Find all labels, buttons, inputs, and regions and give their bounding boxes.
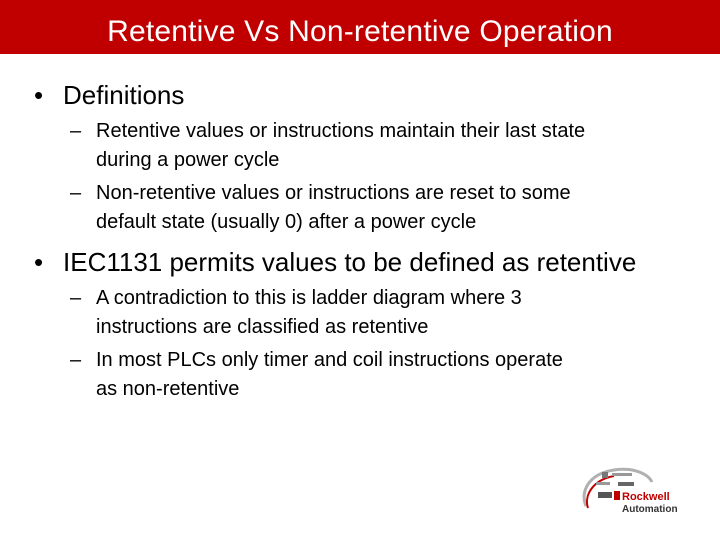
bullet-text: IEC1131 permits values to be defined as retentive: [63, 247, 637, 277]
rockwell-logo: [578, 462, 702, 522]
bullet-text: Definitions: [63, 80, 185, 110]
dash-icon: –: [70, 120, 82, 142]
logo-brand-line1: Rockwell: [622, 491, 670, 503]
bullet-icon: •: [34, 80, 44, 110]
slide-title: Retentive Vs Non-retentive Operation: [107, 15, 613, 48]
dash-icon: –: [70, 349, 82, 371]
sub-bullet-line: Retentive values or instructions maintain their last state: [96, 120, 586, 142]
sub-bullet-line: as non-retentive: [96, 378, 240, 400]
bullet-icon: •: [34, 247, 44, 277]
sub-bullet-line: default state (usually 0) after a power cycle: [96, 211, 477, 233]
sub-bullet-line: A contradiction to this is ladder diagram where 3: [96, 287, 522, 309]
dash-icon: –: [70, 182, 82, 204]
logo-brand-line2: Automation: [622, 504, 678, 515]
sub-bullet-line: Non-retentive values or instructions are reset to some: [96, 182, 571, 204]
sub-bullet-line: during a power cycle: [96, 149, 280, 171]
dash-icon: –: [70, 287, 82, 309]
sub-bullet-line: instructions are classified as retentive: [96, 316, 429, 338]
sub-bullet-line: In most PLCs only timer and coil instructions operate: [96, 349, 563, 371]
rockwell-logo-icon: [578, 462, 702, 522]
